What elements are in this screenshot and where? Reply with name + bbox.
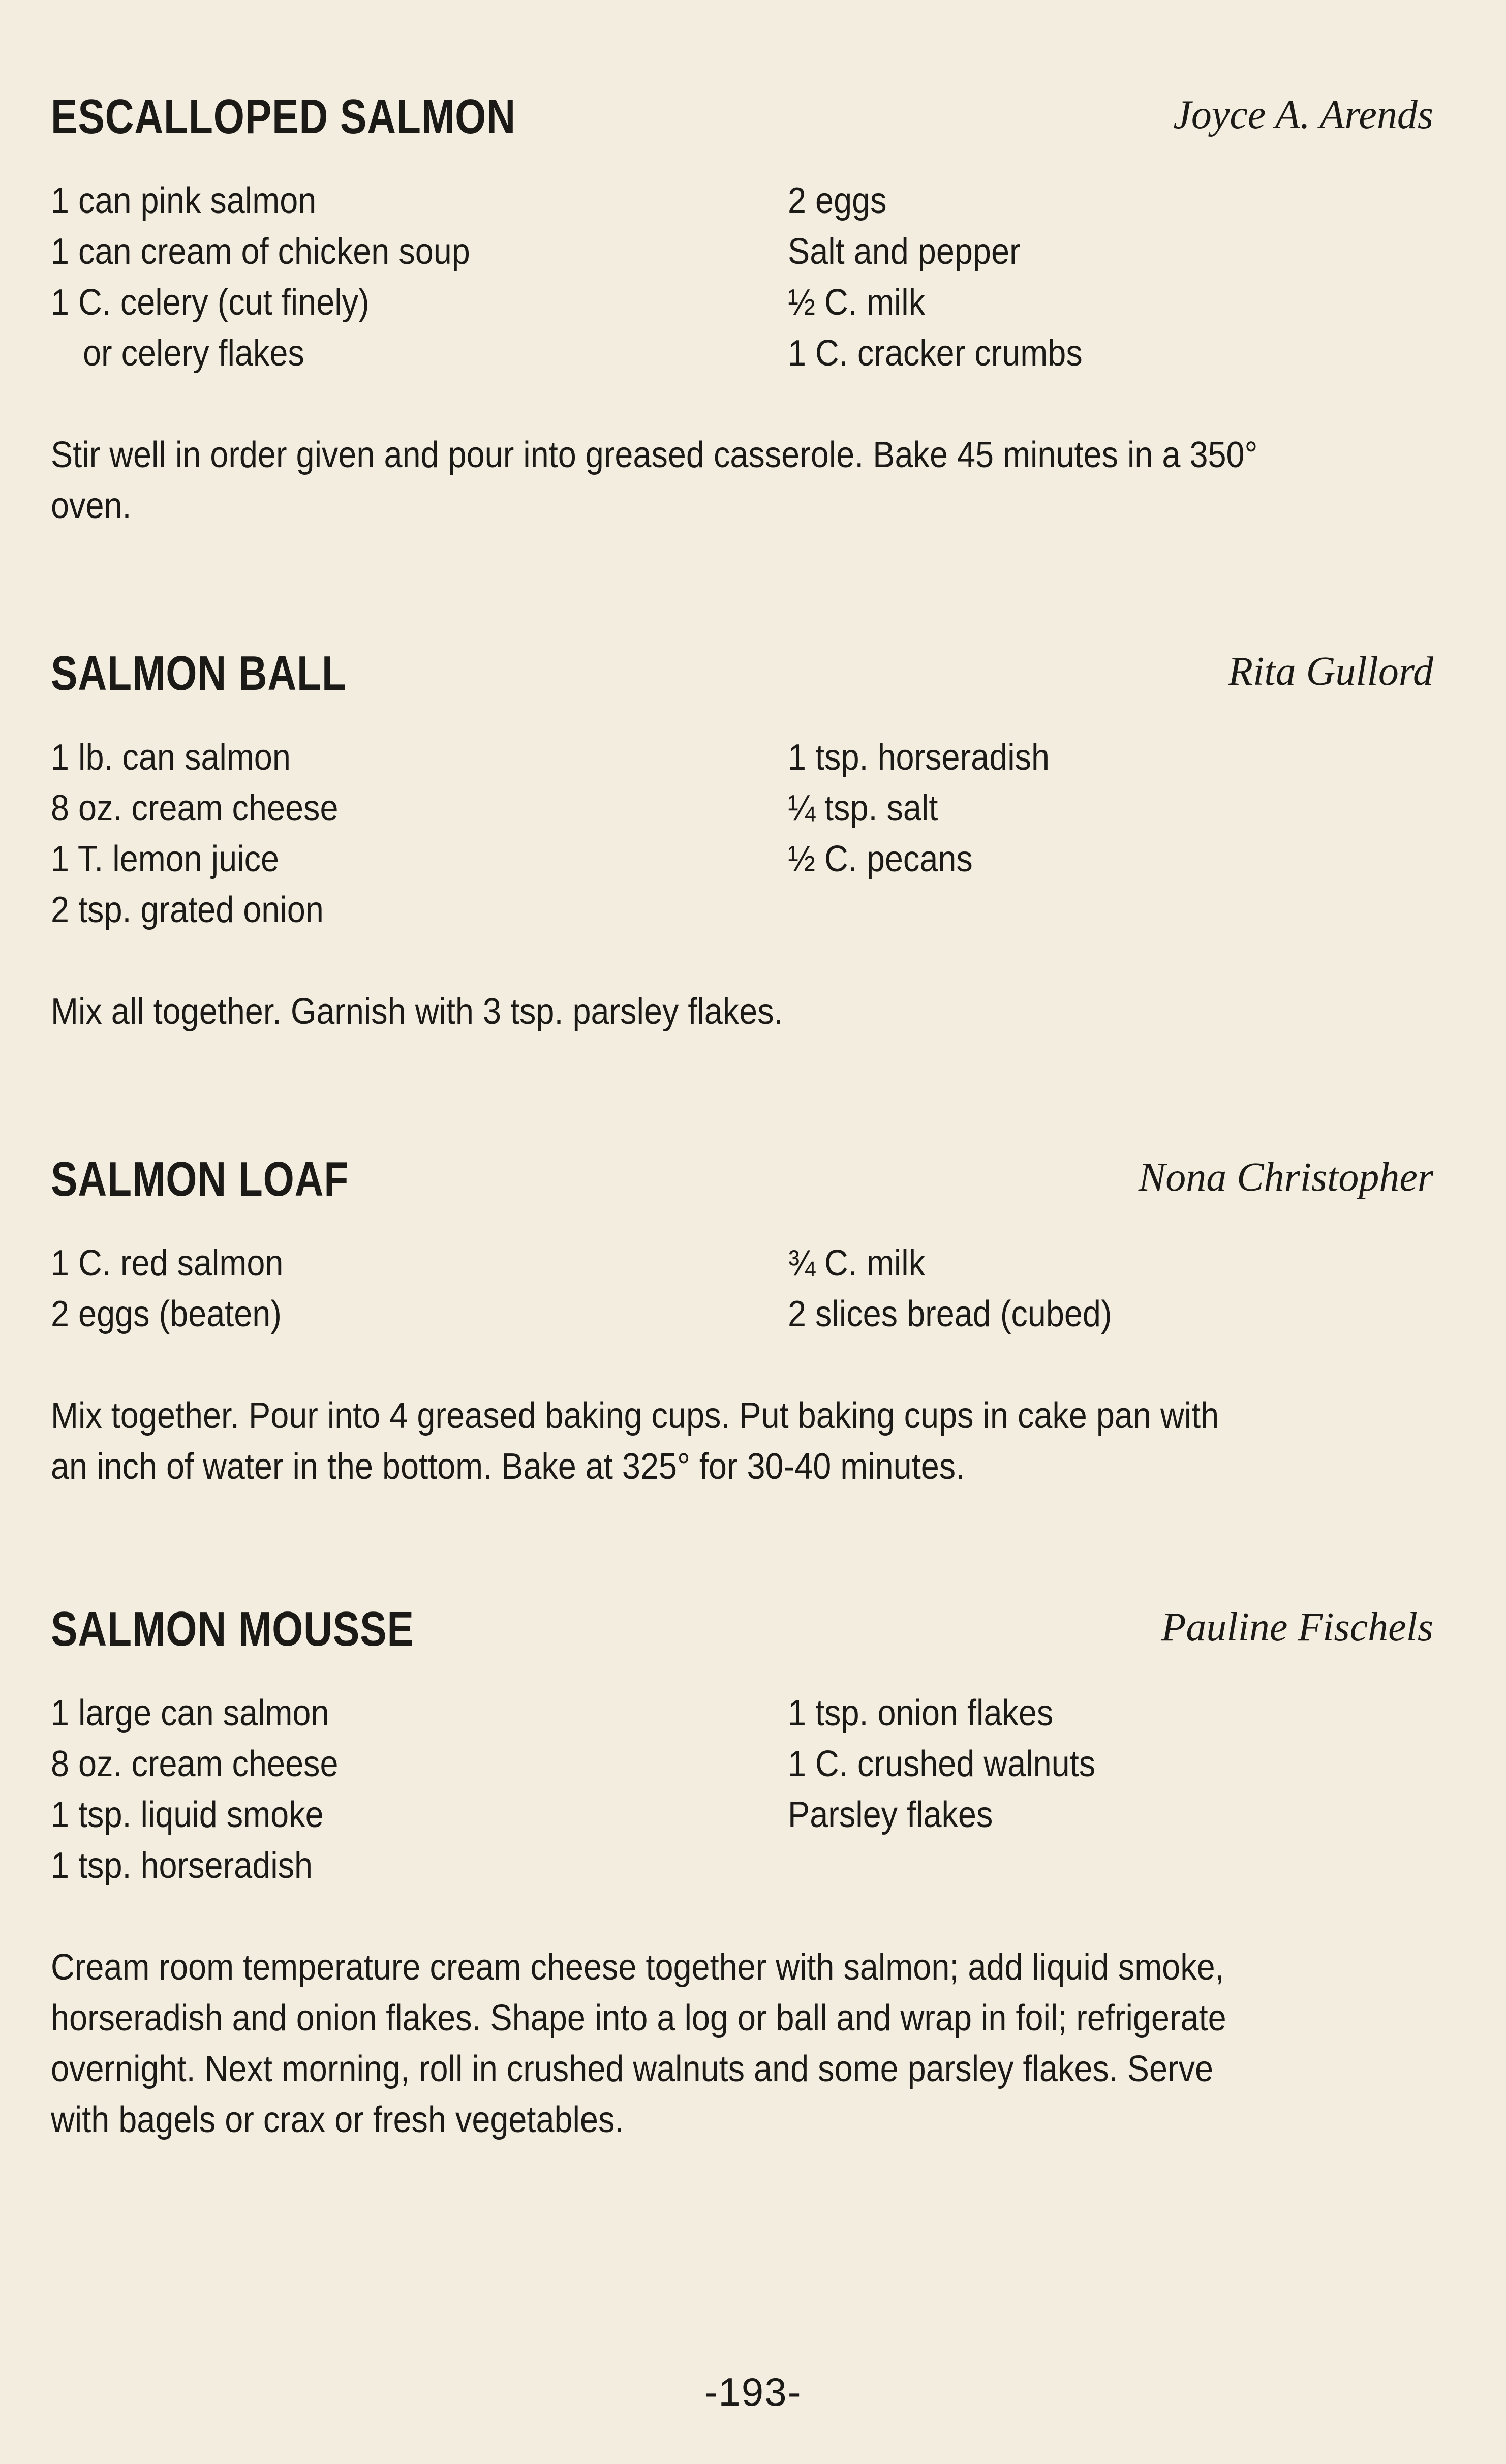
recipe-title: ESCALLOPED SALMON [51,89,516,144]
ingredient: ½ C. pecans [788,839,973,879]
recipe-author: Pauline Fischels [1161,1605,1433,1650]
ingredient-column-left [51,732,370,935]
ingredient: 1 can pink salmon [51,180,317,221]
ingredient: 1 T. lemon juice [51,839,280,879]
recipe-salmon-mousse [51,1601,1433,2140]
directions-line: overnight. Next morning, roll in crushed walnuts and some parsley flakes. Serve [51,2049,1214,2089]
recipe-header [51,1151,1433,1218]
page-number: -193- [704,2369,802,2414]
recipe-directions [51,1390,1433,1492]
recipe-salmon-loaf [51,1151,1433,1487]
ingredient: or celery flakes [83,333,304,374]
ingredient: 1 tsp. horseradish [788,737,1050,778]
recipe-author: Nona Christopher [1138,1155,1433,1200]
recipe-title: SALMON MOUSSE [51,1602,414,1656]
ingredient-column-left [51,175,517,379]
ingredient-column-right [788,1688,1129,1840]
ingredient: Salt and pepper [788,231,1021,272]
recipe-author: Rita Gullord [1228,649,1433,694]
recipe-title: SALMON LOAF [51,1152,349,1206]
ingredient: 8 oz. cream cheese [51,788,339,829]
ingredient: 2 slices bread (cubed) [788,1294,1112,1334]
ingredient: 1 tsp. horseradish [51,1845,313,1886]
ingredient-column-right [788,1238,1148,1340]
ingredient-column-left [51,1688,370,1891]
ingredient: 1 C. celery (cut finely) [51,282,370,323]
ingredient: 1 can cream of chicken soup [51,231,470,272]
ingredient: 8 oz. cream cheese [51,1744,339,1784]
ingredient-column-left [51,1238,309,1340]
ingredient: ¼ tsp. salt [788,788,938,829]
recipe-salmon-ball [51,646,1433,1032]
ingredient: ¾ C. milk [788,1243,926,1284]
ingredient: 1 lb. can salmon [51,737,291,778]
directions-line: horseradish and onion flakes. Shape into a log or ball and wrap in foil; refrigerate [51,1998,1226,2039]
directions-line: with bagels or crax or fresh vegetables. [51,2100,624,2140]
recipe-directions [51,986,1433,1037]
ingredient: ½ C. milk [788,282,926,323]
ingredient: 2 tsp. grated onion [51,890,324,930]
recipe-header [51,1601,1433,1667]
ingredient: 1 C. red salmon [51,1243,284,1284]
ingredient: 1 tsp. onion flakes [788,1693,1054,1733]
directions-line: oven. [51,485,132,526]
recipe-author: Joyce A. Arends [1173,93,1433,137]
ingredient: 1 large can salmon [51,1693,329,1733]
directions-line: Mix all together. Garnish with 3 tsp. parsley flakes. [51,991,783,1032]
directions-line: Stir well in order given and pour into greased casserole. Bake 45 minutes in a 350° [51,435,1258,475]
ingredient: 1 C. crushed walnuts [788,1744,1096,1784]
recipe-title: SALMON BALL [51,646,347,701]
recipe-header [51,646,1433,712]
recipe-directions [51,430,1433,531]
ingredient-column-right [788,732,1079,885]
ingredient: 1 tsp. liquid smoke [51,1794,324,1835]
ingredient: Parsley flakes [788,1794,993,1835]
directions-line: an inch of water in the bottom. Bake at 325° for 30-40 minutes. [51,1446,965,1487]
recipe-escalloped-salmon [51,89,1433,526]
directions-line: Mix together. Pour into 4 greased baking cups. Put baking cups in cake pan with [51,1395,1219,1436]
recipe-header [51,89,1433,155]
ingredient-column-right [788,175,1115,379]
ingredient: 2 eggs [788,180,887,221]
ingredient: 1 C. cracker crumbs [788,333,1083,374]
directions-line: Cream room temperature cream cheese together with salmon; add liquid smoke, [51,1947,1224,1988]
recipe-directions [51,1942,1433,2145]
ingredient: 2 eggs (beaten) [51,1294,282,1334]
